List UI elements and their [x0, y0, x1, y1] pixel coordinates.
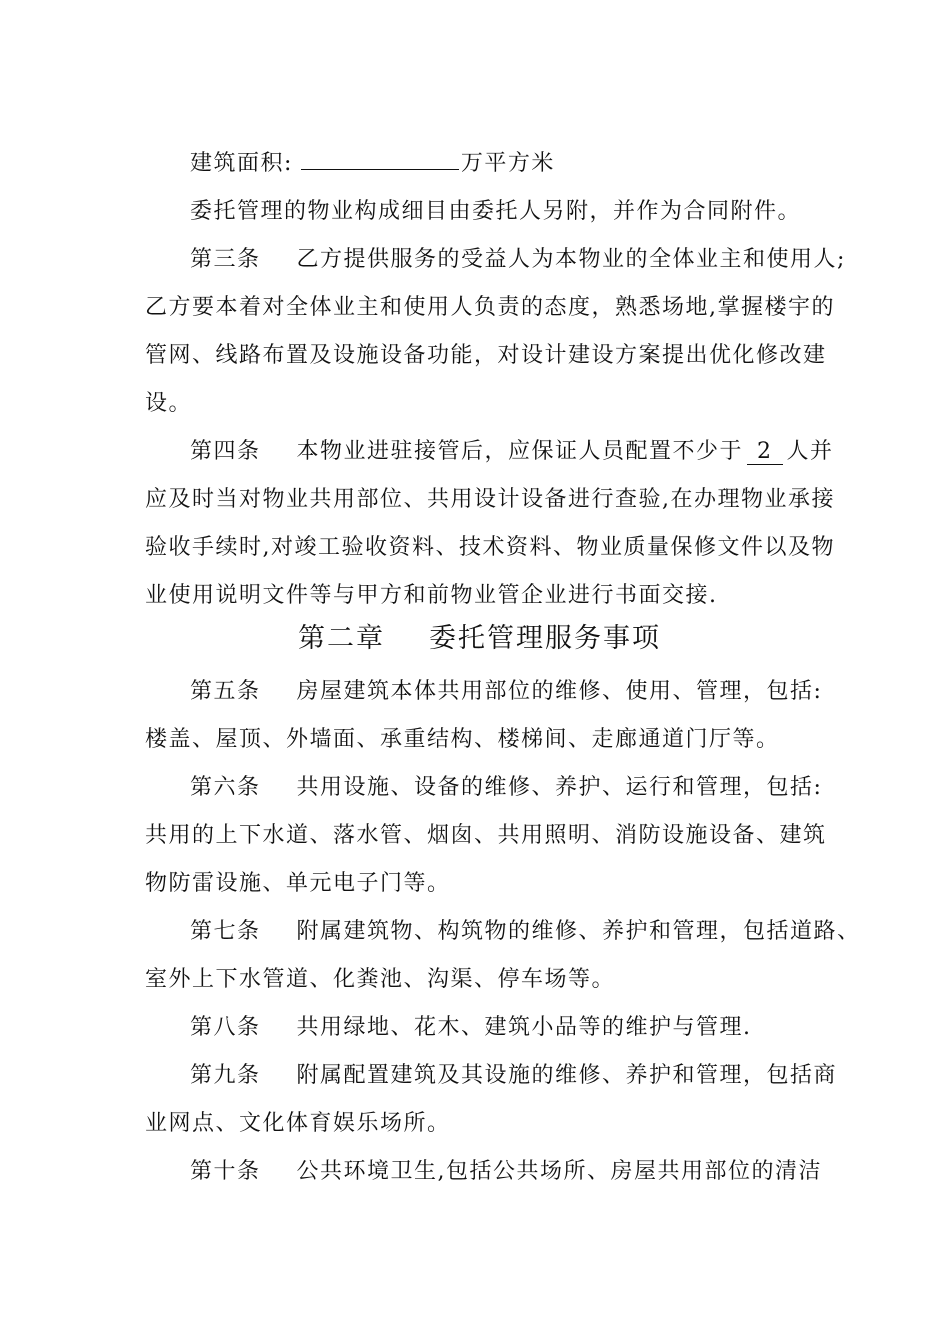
article-9-number: 第九条 [190, 1063, 261, 1088]
article-4-line-4: 业使用说明文件等与甲方和前物业管企业进行书面交接. [145, 583, 718, 608]
article-3-text: 乙方提供服务的受益人为本物业的全体业主和使用人; [296, 247, 846, 272]
article-4-text: 本物业进驻接管后，应保证人员配置不少于 [296, 439, 744, 464]
area-unit: 万平方米 [460, 151, 555, 176]
area-blank [301, 149, 459, 170]
article-6-line-1 [190, 770, 822, 801]
article-6-text: 共用设施、设备的维修、养护、运行和管理，包括: [296, 775, 823, 800]
article-5-text: 房屋建筑本体共用部位的维修、使用、管理，包括: [296, 679, 823, 704]
article-9-line-1 [190, 1058, 837, 1089]
article-4-text-end: 人并 [786, 439, 834, 464]
article-10-line-1 [190, 1154, 822, 1185]
article-4-line-1 [190, 434, 834, 465]
article-3-number: 第三条 [190, 247, 261, 272]
article-4-line-3: 验收手续时,对竣工验收资料、技术资料、物业质量保修文件以及物 [145, 535, 835, 560]
article-5-line-1 [190, 674, 822, 705]
area-label: 建筑面积: [190, 151, 293, 176]
attachment-line: 委托管理的物业构成细目由委托人另附，并作为合同附件。 [190, 199, 802, 224]
article-6-line-3: 物防雷设施、单元电子门等。 [145, 871, 451, 896]
article-3-line-3: 管网、线路布置及设施设备功能，对设计建设方案提出优化修改建 [145, 343, 827, 368]
article-5-line-2: 楼盖、屋顶、外墙面、承重结构、楼梯间、走廊通道门厅等。 [145, 727, 780, 752]
chapter-number: 第二章 [298, 623, 385, 654]
article-9-line-2: 业网点、文化体育娱乐场所。 [145, 1111, 451, 1136]
article-3-line-2: 乙方要本着对全体业主和使用人负责的态度，熟悉场地,掌握楼宇的 [145, 295, 835, 320]
article-7-number: 第七条 [190, 919, 261, 944]
article-4-number: 第四条 [190, 439, 261, 464]
article-6-number: 第六条 [190, 775, 261, 800]
article-3-line-4: 设。 [145, 391, 193, 416]
article-4-line-2: 应及时当对物业共用部位、共用设计设备进行查验,在办理物业承接 [145, 487, 835, 512]
chapter-title: 委托管理服务事项 [429, 623, 661, 654]
article-3-line-1 [190, 242, 846, 273]
article-6-line-2: 共用的上下水道、落水管、烟囱、共用照明、消防设施设备、建筑 [145, 823, 827, 848]
article-8-line-1 [190, 1010, 752, 1041]
article-8-number: 第八条 [190, 1015, 261, 1040]
article-9-text: 附属配置建筑及其设施的维修、养护和管理，包括商 [296, 1063, 838, 1088]
article-7-line-1 [190, 914, 861, 945]
article-8-text: 共用绿地、花木、建筑小品等的维护与管理. [296, 1015, 752, 1040]
article-5-number: 第五条 [190, 679, 261, 704]
article-10-number: 第十条 [190, 1159, 261, 1184]
article-7-text: 附属建筑物、构筑物的维修、养护和管理，包括道路、 [296, 919, 861, 944]
article-10-text: 公共环境卫生,包括公共场所、房屋共用部位的清洁 [296, 1159, 823, 1184]
chapter-heading [298, 616, 661, 655]
staff-count: 2 [747, 439, 783, 465]
area-line [190, 146, 555, 177]
article-7-line-2: 室外上下水管道、化粪池、沟渠、停车场等。 [145, 967, 616, 992]
